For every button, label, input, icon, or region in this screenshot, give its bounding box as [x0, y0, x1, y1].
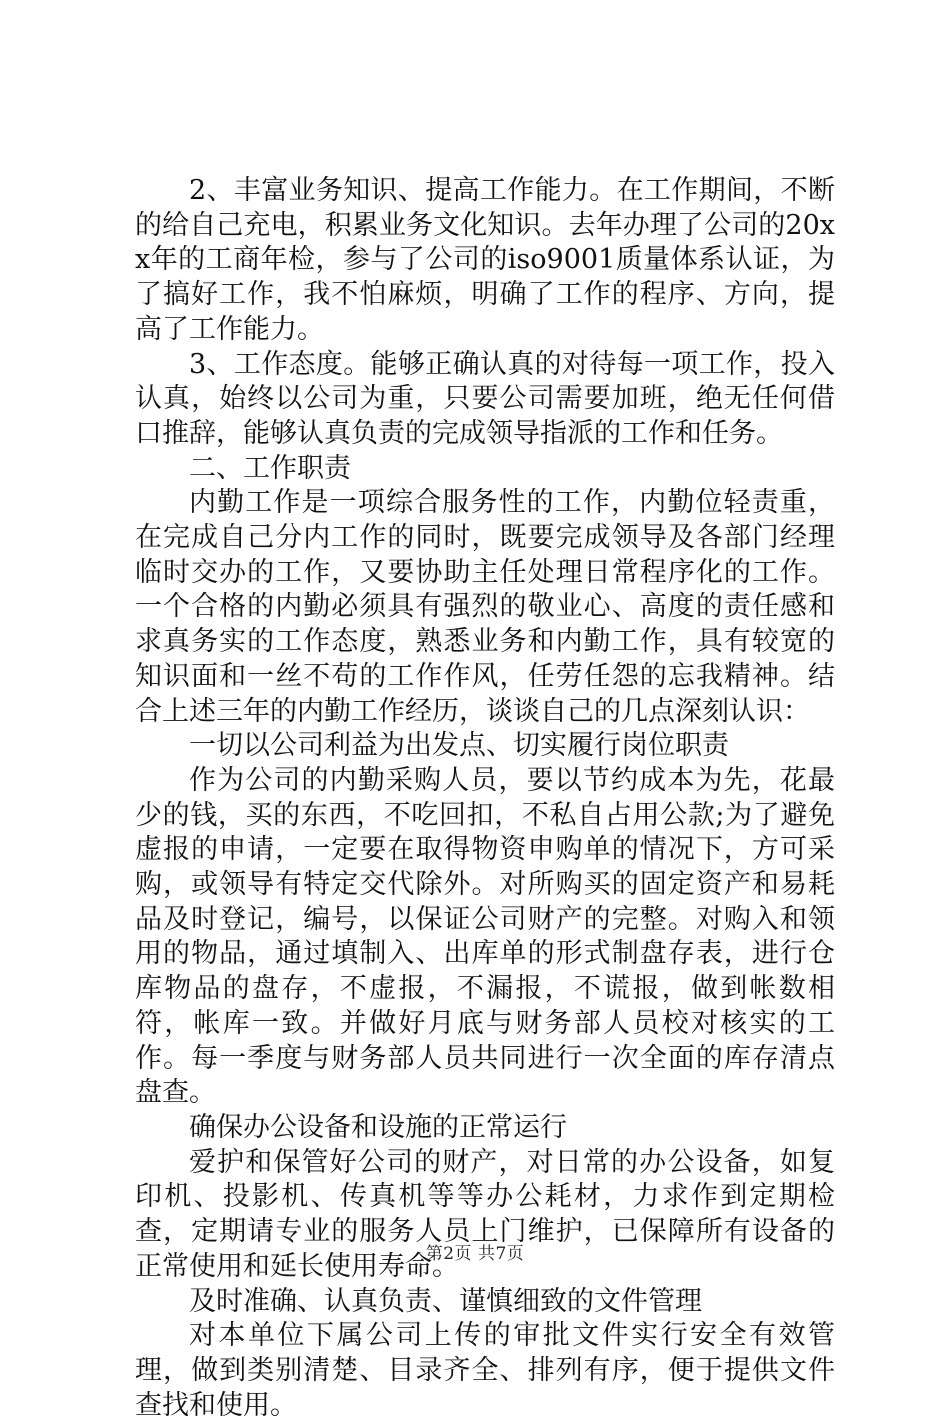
subheading-equipment: 确保办公设备和设施的正常运行: [189, 1111, 567, 1143]
paragraph-work-attitude: 3、工作态度。能够正确认真的对待每一项工作，投入认真，始终以公司为重，只要公司需要加班，绝无任何借口推辞，能够认真负责的完成领导指派的工作和任务。: [135, 348, 835, 449]
paragraph-office-work: 内勤工作是一项综合服务性的工作，内勤位轻责重，在完成自己分内工作的同时，既要完成领导及各部门经理临时交办的工作，又要协助主任处理日常程序化的工作。一个合格的内勤必须具有强烈的敬业心、高度的责任感和求真务实的工作态度，熟悉业务和内勤工作，具有较宽的知识面和一丝不苟的工作作风，任劳任怨的忘我精神。结合上述三年的内勤工作经历，谈谈自己的几点深刻认识：: [135, 487, 835, 727]
subheading-company-interest: 一切以公司利益为出发点、切实履行岗位职责: [189, 730, 729, 762]
paragraph-business-knowledge: 2、丰富业务知识、提高工作能力。在工作期间，不断的给自己充电，积累业务文化知识。去年办理了公司的20xx年的工商年检，参与了公司的iso9001质量体系认证，为了搞好工作，我不怕麻烦，明确了工作的程序、方向，提高了工作能力。: [135, 175, 835, 345]
paragraph-purchasing: 作为公司的内勤采购人员，要以节约成本为先，花最少的钱，买的东西，不吃回扣，不私自占用公款;为了避免虚报的申请，一定要在取得物资申购单的情况下，方可采购，或领导有特定交代除外。对所购买的固定资产和易耗品及时登记，编号，以保证公司财产的完整。对购入和领用的物品，通过填制入、出库单的形式制盘存表，进行仓库物品的盘存，不虚报，不漏报，不谎报，做到帐数相符，帐库一致。并做好月底与财务部人员校对核实的工作。每一季度与财务部人员共同进行一次全面的库存清点盘查。: [135, 764, 835, 1109]
page-number-footer: 第2页 共7页: [425, 1244, 525, 1264]
subheading-file-management: 及时准确、认真负责、谨慎细致的文件管理: [189, 1285, 702, 1317]
paragraph-equipment-care: 爱护和保管好公司的财产，对日常的办公设备，如复印机、投影机、传真机等等办公耗材，力求作到定期检查，定期请专业的服务人员上门维护，已保障所有设备的正常使用和延长使用寿命。: [135, 1146, 835, 1282]
section-heading-duties: 二、工作职责: [189, 452, 351, 484]
paragraph-file-management: 对本单位下属公司上传的审批文件实行安全有效管理，做到类别清楚、目录齐全、排列有序，便于提供文件查找和使用。: [135, 1320, 835, 1421]
document-body: [135, 174, 835, 1423]
